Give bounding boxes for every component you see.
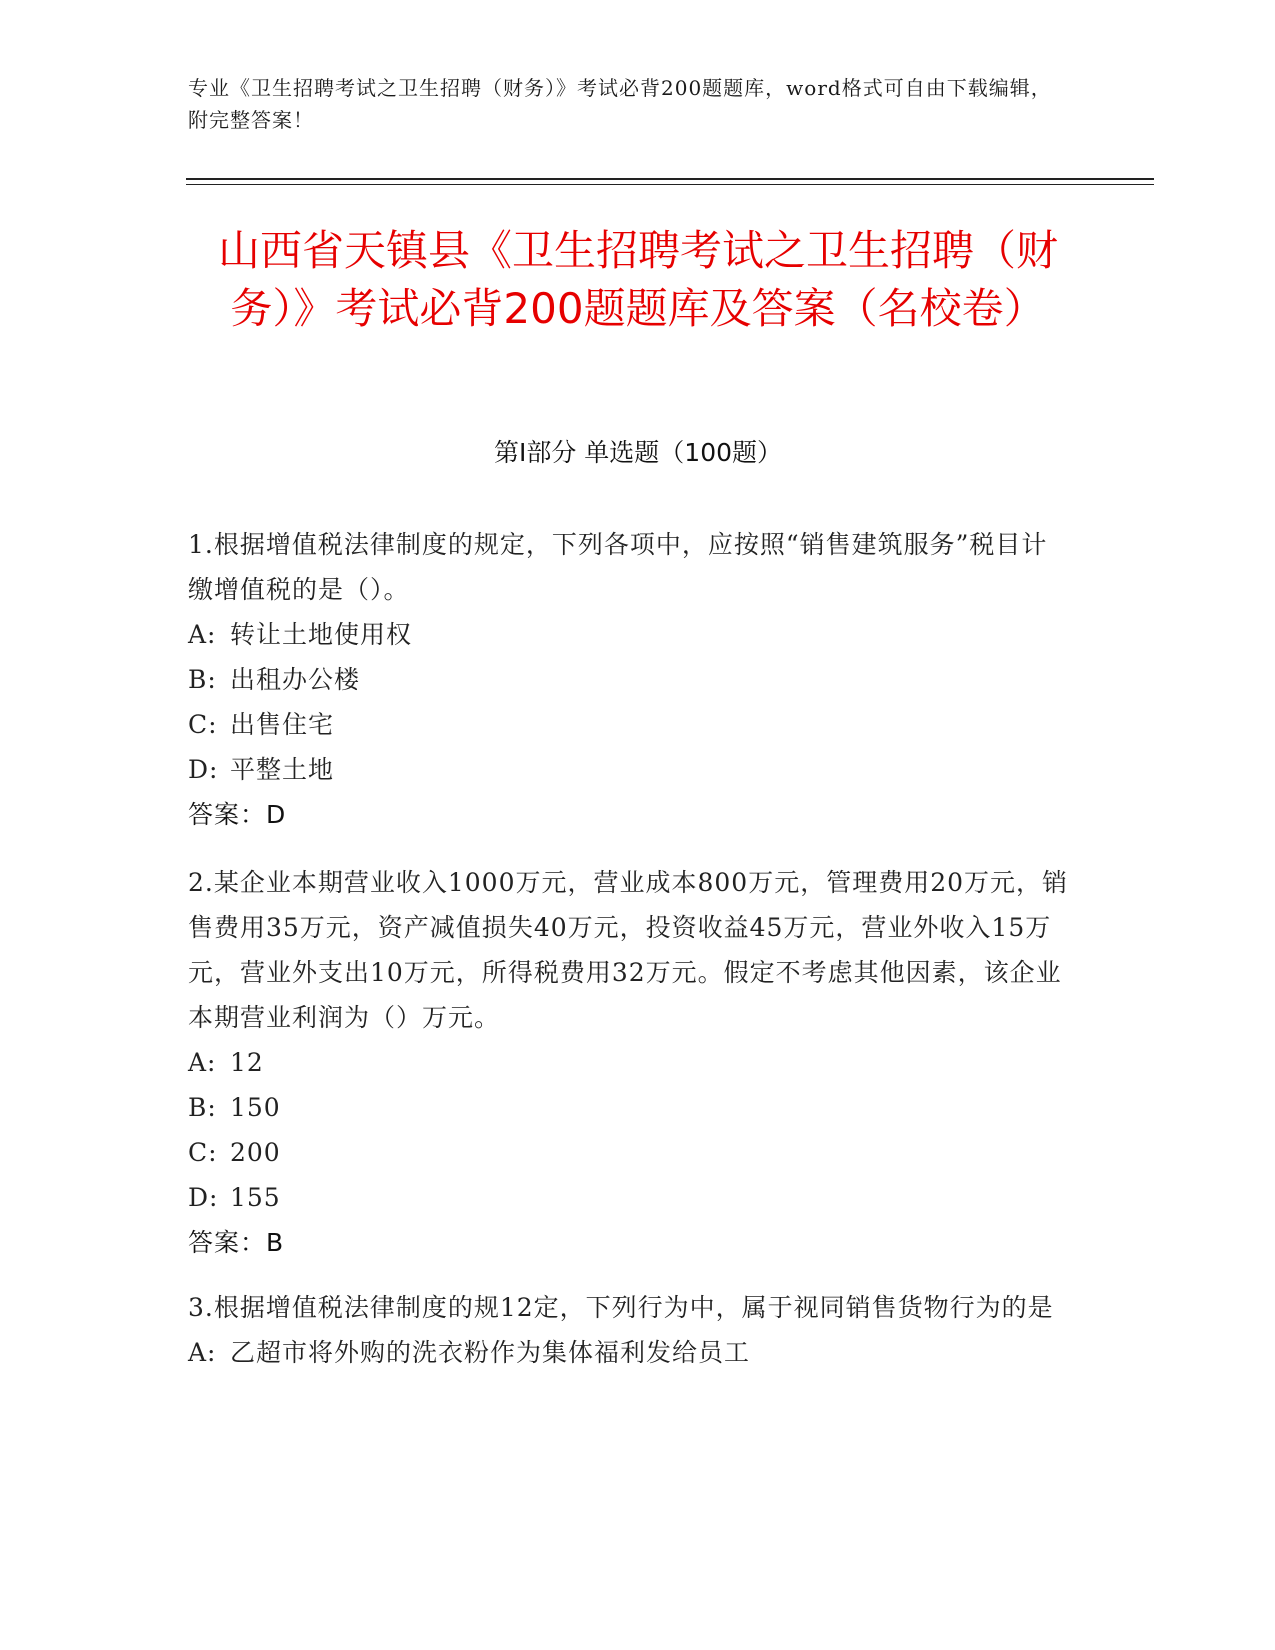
option-c bbox=[188, 1130, 1068, 1175]
option-key: A: bbox=[188, 1338, 217, 1367]
header-note: 专业《卫生招聘考试之卫生招聘（财务）》考试必背200题题库，word格式可自由下载编辑，附完整答案！ bbox=[188, 76, 1052, 132]
option-text: 200 bbox=[230, 1138, 281, 1167]
option-b bbox=[188, 657, 1068, 702]
question-text: 1.根据增值税法律制度的规定，下列各项中，应按照“销售建筑服务”税目计缴增值税的是（）。 bbox=[188, 530, 1048, 604]
option-key: D: bbox=[188, 755, 219, 784]
option-text: 出租办公楼 bbox=[230, 665, 361, 694]
question-text: 3.根据增值税法律制度的规12定，下列行为中，属于视同销售货物行为的是 bbox=[188, 1293, 1054, 1322]
option-d bbox=[188, 1175, 1068, 1220]
header-divider-thin bbox=[186, 184, 1154, 185]
section-heading: 第I部分 单选题（100题） bbox=[493, 438, 783, 467]
answer-line: 答案：B bbox=[188, 1228, 285, 1257]
option-text: 乙超市将外购的洗衣粉作为集体福利发给员工 bbox=[230, 1338, 751, 1367]
answer-line: 答案：D bbox=[188, 800, 287, 829]
option-key: D: bbox=[188, 1183, 219, 1212]
option-text: 平整土地 bbox=[230, 755, 335, 784]
option-text: 155 bbox=[230, 1183, 281, 1212]
question-1 bbox=[188, 522, 1068, 837]
option-a bbox=[188, 1330, 1068, 1375]
option-key: C: bbox=[188, 1138, 218, 1167]
question-text: 2.某企业本期营业收入1000万元，营业成本800万元，管理费用20万元，销售费用35万元，资产减值损失40万元，投资收益45万元，营业外收入15万元，营业外支出10万元，所得税费用32万元。假定不考虑其他因素，该企业本期营业利润为（）万元。 bbox=[188, 868, 1069, 1032]
document-title: 山西省天镇县《卫生招聘考试之卫生招聘（财务）》考试必背200题题库及答案（名校卷） bbox=[217, 226, 1058, 333]
option-a bbox=[188, 612, 1068, 657]
option-text: 转让土地使用权 bbox=[230, 620, 413, 649]
header-divider-thick bbox=[186, 178, 1154, 180]
option-d bbox=[188, 747, 1068, 792]
question-3 bbox=[188, 1285, 1068, 1375]
option-a bbox=[188, 1040, 1068, 1085]
option-key: C: bbox=[188, 710, 218, 739]
option-key: A: bbox=[188, 1048, 217, 1077]
option-text: 150 bbox=[230, 1093, 281, 1122]
option-key: B: bbox=[188, 665, 217, 694]
option-text: 12 bbox=[230, 1048, 264, 1077]
option-text: 出售住宅 bbox=[230, 710, 335, 739]
option-key: B: bbox=[188, 1093, 217, 1122]
option-b bbox=[188, 1085, 1068, 1130]
option-c bbox=[188, 702, 1068, 747]
option-key: A: bbox=[188, 620, 217, 649]
question-2 bbox=[188, 860, 1068, 1265]
